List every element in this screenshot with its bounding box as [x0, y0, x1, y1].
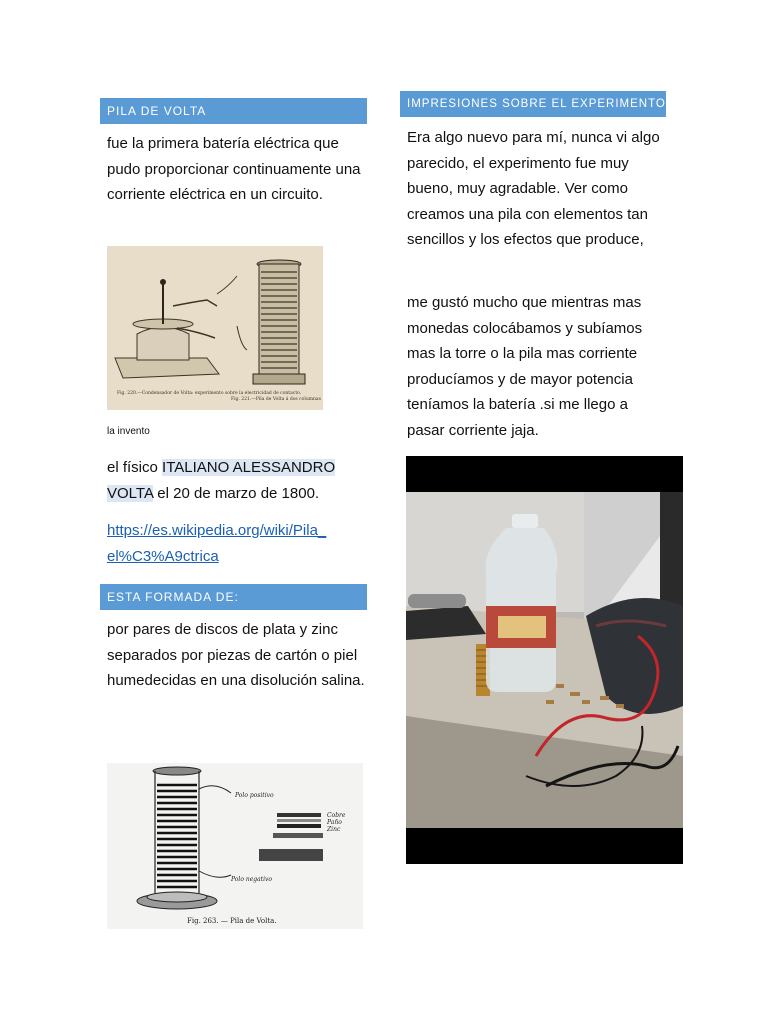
section-heading-impresiones: IMPRESIONES SOBRE EL EXPERIMENTO: [400, 91, 666, 117]
figure1-caption-left: Fig. 220.—Condensador de Volta: experimento sobre la electricidad de contacto.: [117, 391, 302, 396]
label-zinc: Zinc: [327, 826, 341, 833]
label-paño: Paño: [327, 819, 342, 826]
label-polo-positivo: Polo positivo: [235, 792, 274, 799]
label-polo-negativo: Polo negativo: [231, 876, 273, 883]
impressions-paragraph-2: me gustó mucho que mientras mas monedas colocábamos y subíamos mas la torre o la pila mas corriente producíamos y de mayor potencia teníamos la batería .si me llego a pasar corriente jaja.: [407, 294, 643, 439]
impressions-paragraph-1: Era algo nuevo para mí, nunca vi algo parecido, el experimento fue muy bueno, muy agradable. Ver como creamos una pila con elementos tan sencillos y los efectos que produce,: [407, 129, 660, 248]
wikipedia-link-line2: el%C3%A9ctrica: [107, 547, 219, 565]
figure2-caption: Fig. 263. — Pila de Volta.: [187, 917, 277, 925]
wikipedia-link[interactable]: [107, 522, 326, 565]
experiment-photo: [406, 456, 683, 864]
intro-paragraph: fue la primera batería eléctrica que pudo proporcionar continuamente una corriente eléctrica en un circuito.: [107, 135, 361, 203]
figure-caption: la invento: [107, 426, 150, 437]
figure1-caption-right: Fig. 221.—Pila de Volta á dos columnas: [231, 397, 321, 402]
inventor-paragraph: [107, 455, 372, 506]
volta-pile-engraving-2: [107, 763, 363, 929]
inventor-name: ITALIANO ALESSANDRO VOLTA: [107, 459, 336, 502]
label-cobre: Cobre: [327, 812, 346, 819]
inventor-date: el 20 de marzo de 1800.: [153, 484, 320, 502]
wikipedia-link-paragraph: [107, 518, 372, 569]
section-heading-esta-formada-de: ESTA FORMADA DE:: [100, 584, 367, 610]
wikipedia-link-line1: https://es.wikipedia.org/wiki/Pila_: [107, 522, 327, 539]
section-heading-pila-de-volta: PILA DE VOLTA: [100, 98, 367, 124]
composition-paragraph: por pares de discos de plata y zinc separados por piezas de cartón o piel humedecidas en una disolución salina.: [107, 621, 365, 689]
volta-pile-engraving-1: [107, 246, 323, 410]
inventor-prefix: el físico: [107, 459, 163, 476]
